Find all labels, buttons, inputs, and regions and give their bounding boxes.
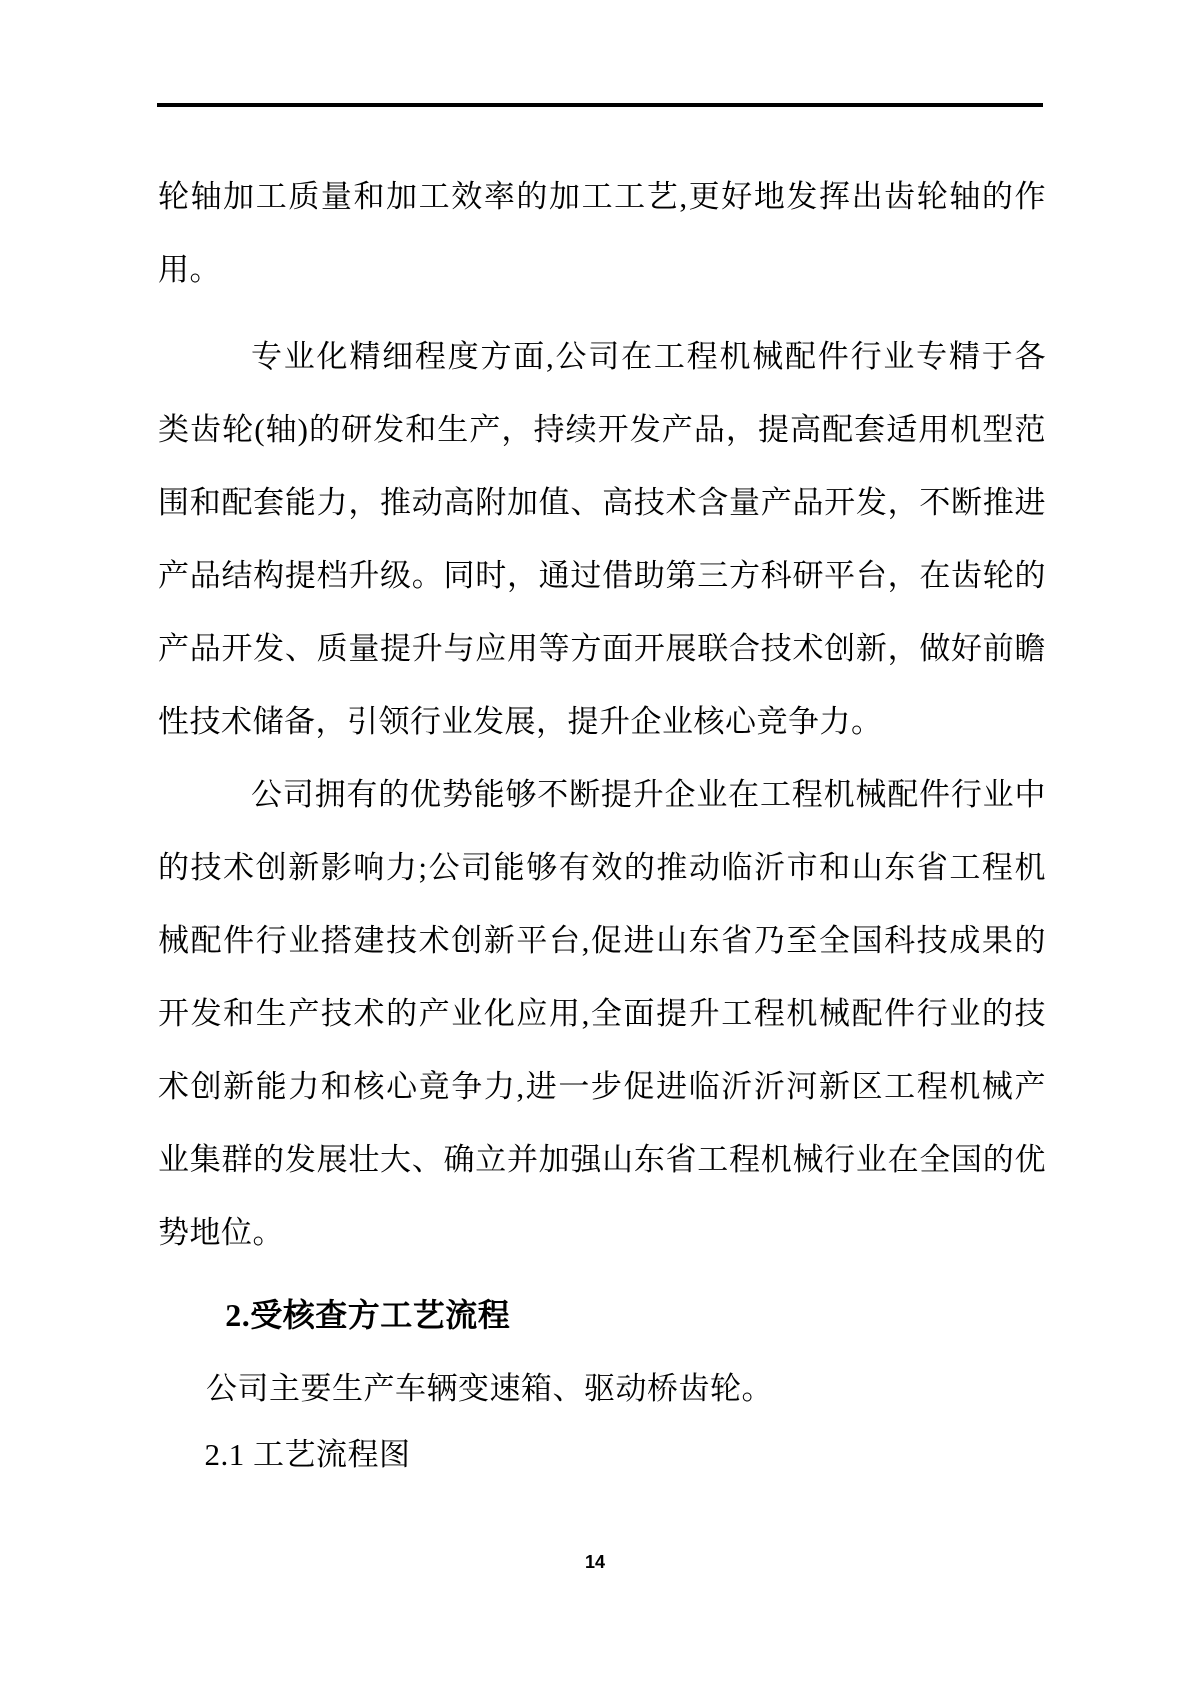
paragraph-advantage: 公司拥有的优势能够不断提升企业在工程机械配件行业中的技术创新影响力;公司能够有效的推动临沂市和山东省工程机械配件行业搭建技术创新平台,促进山东省乃至全国科技成果的开发和生产技术的产业化应用,全面提升工程机械配件行业的技术创新能力和核心竟争力,进一步促进临沂沂河新区工程机械产业集群的发展壮大、确立并加强山东省工程机械行业在全国的优势地位。: [158, 777, 1046, 1250]
section-heading: 2.受核查方工艺流程: [225, 1297, 511, 1333]
subsection-heading: 2.1 工艺流程图: [204, 1437, 411, 1472]
paragraph-continuation: 轮轴加工质量和加工效率的加工工艺,更好地发挥出齿轮轴的作用。: [158, 179, 1046, 287]
page-number: 14: [584, 1552, 606, 1572]
document-body: [158, 160, 1046, 1485]
paragraph-products: 公司主要生产车辆变速箱、驱动桥齿轮。: [206, 1371, 774, 1406]
header-rule: [157, 103, 1043, 107]
paragraph-specialization: 专业化精细程度方面,公司在工程机械配件行业专精于各类齿轮(轴)的研发和生产，持续开发产品，提高配套适用机型范围和配套能力，推动高附加值、高技术含量产品开发，不断推进产品结构提档升级。同时，通过借助第三方科研平台，在齿轮的产品开发、质量提升与应用等方面开展联合技术创新，做好前瞻性技术储备，引领行业发展，提升企业核心竞争力。: [158, 339, 1046, 739]
